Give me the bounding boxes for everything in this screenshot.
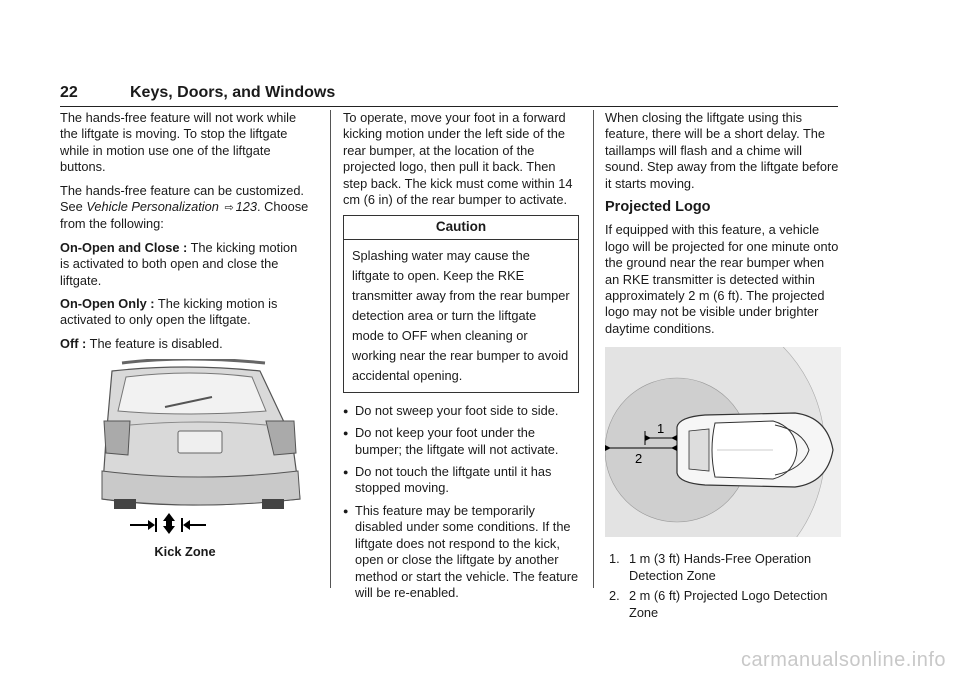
column-3: [605, 110, 841, 625]
paragraph-operate: To operate, move your foot in a forward kicking motion under the left side of the rear bumper, at the location of the projected logo, then pull it back. Then step back. The kick must come within 14 cm (6 in) of the rear bumper to activate.: [343, 110, 573, 208]
vehicle-top-view: [677, 413, 833, 487]
page-ref-arrow-icon: ⇨: [224, 202, 234, 215]
option-term: On-Open Only :: [60, 296, 155, 312]
section-title: Keys, Doors, and Windows: [130, 84, 336, 101]
column-divider: [330, 110, 331, 588]
column-2: [343, 110, 579, 607]
section-heading: Projected Logo: [605, 199, 711, 216]
option-text: The kicking motion is activated to only open the liftgate.: [60, 296, 278, 328]
list-item: ● Do not touch the liftgate until it has stopped moving.: [343, 464, 579, 497]
xref-vehicle-personalization[interactable]: Vehicle Personalization: [86, 199, 219, 215]
option-term: Off :: [60, 335, 87, 351]
option-on-open-only: [60, 296, 310, 329]
text: The hands-free feature can be customized. See: [60, 182, 304, 215]
page-number: 22: [60, 84, 78, 101]
legend-text: 1 m (3 ft) Hands-Free Operation Detection Zone: [629, 551, 812, 583]
caution-body: Splashing water may cause the liftgate to open. Keep the RKE transmitter away from the rear bumper detection area or turn the liftgate mode to OFF when cleaning or working near the rear bumper to avoid accidental opening.: [352, 247, 570, 383]
paragraph-closing: When closing the liftgate using this feature, there will be a short delay. The taillamps will flash and a chime will sound. Step away from the liftgate before it starts moving.: [605, 110, 839, 191]
diagram-label-1: 1: [657, 421, 665, 437]
legend-item: [605, 551, 841, 584]
option-text: The kicking motion is activated to both open and close the liftgate.: [60, 239, 298, 288]
legend-number: 1.: [609, 551, 620, 567]
option-off: [60, 336, 310, 352]
option-term: On-Open and Close :: [60, 239, 188, 255]
column-1: [60, 110, 310, 560]
diagram-label-2: 2: [635, 451, 643, 467]
list-item: ● This feature may be temporarily disabled under some conditions. If the liftgate does not respond to the kick, open or close the liftgate by another method or start the vehicle. The feature will be re-enabled.: [343, 503, 579, 601]
legend-item: [605, 588, 841, 621]
paragraph-projected-logo: If equipped with this feature, a vehicle logo will be projected for one minute onto the ground near the rear bumper when an RKE transmitter is detected within approximately 2 m (6 ft). The projected logo may not be visible under brighter daytime conditions.: [605, 222, 839, 336]
list-item: ● Do not sweep your foot side to side.: [343, 403, 579, 419]
caution-box: [343, 215, 579, 392]
legend-number: 2.: [609, 588, 620, 604]
text: . Choose from the following:: [60, 199, 309, 232]
page-header: [60, 84, 838, 107]
caution-title: Caution: [344, 216, 578, 239]
xref-page-number[interactable]: 123: [235, 199, 258, 215]
list-item: ● Do not keep your foot under the bumper; the liftgate will not activate.: [343, 425, 579, 458]
column-divider: [593, 110, 594, 588]
bullet-list: [343, 403, 579, 601]
detection-zone-diagram: [605, 347, 841, 537]
figure-caption: Kick Zone: [154, 543, 216, 559]
vehicle-rear-illustration: [60, 359, 310, 537]
option-on-open-close: [60, 240, 310, 289]
option-text: The feature is disabled.: [86, 335, 223, 351]
kick-zone-figure: [60, 359, 310, 560]
paragraph-customize: [60, 183, 310, 233]
diagram-legend: [605, 551, 841, 621]
watermark: carmanualsonline.info: [740, 649, 946, 671]
legend-text: 2 m (6 ft) Projected Logo Detection Zone: [629, 588, 828, 620]
paragraph-stop-liftgate: The hands-free feature will not work while the liftgate is moving. To stop the liftgate while in motion use one of the liftgate buttons.: [60, 110, 297, 175]
